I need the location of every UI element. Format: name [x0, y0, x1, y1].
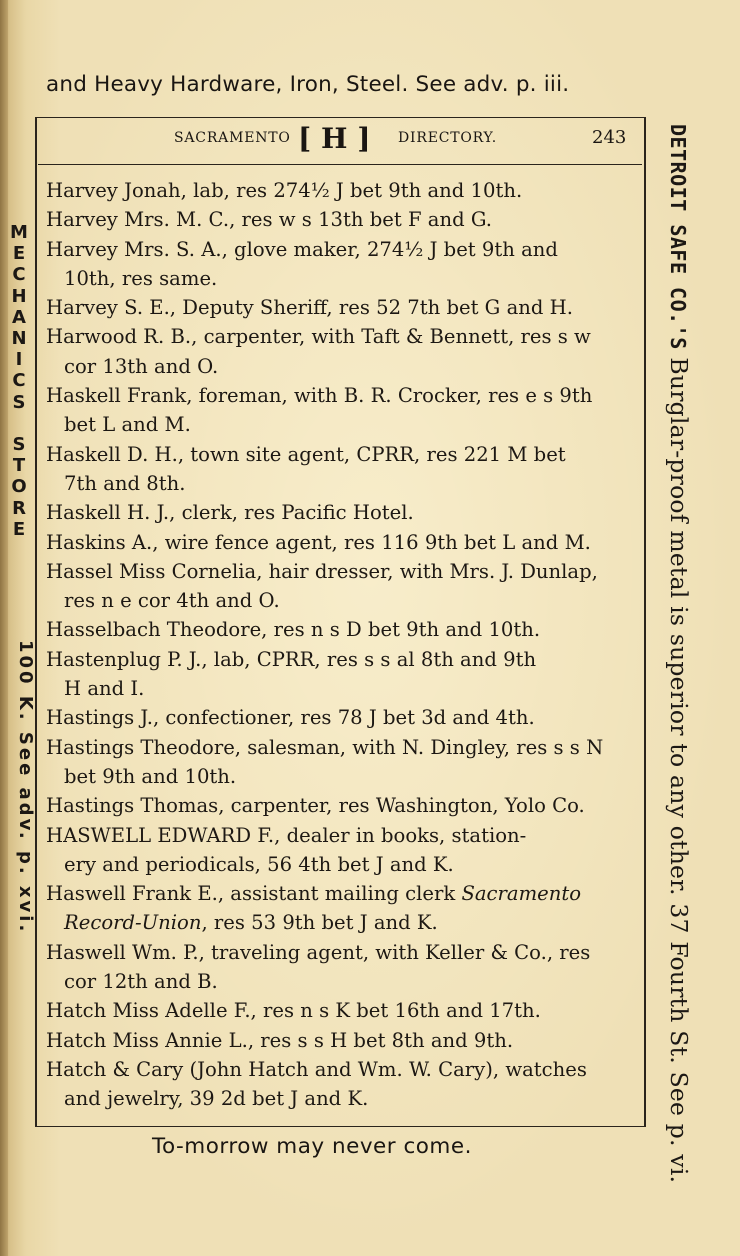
bottom-motto: To-morrow may never come.	[152, 1134, 472, 1159]
directory-entry: Haskell H. J., clerk, res Pacific Hotel.	[46, 501, 414, 525]
directory-entry: Harvey S. E., Deputy Sheriff, res 52 7th bet G and H.	[46, 296, 573, 320]
page-header	[36, 124, 642, 158]
directory-entry: Harwood R. B., carpenter, with Taft & Bennett, res s w cor 13th and O.	[46, 325, 591, 378]
directory-entry: Haskins A., wire fence agent, res 116 9th bet L and M.	[46, 530, 591, 554]
left-margin-advertisement-address: 100 K. See adv. p. xvi.	[15, 640, 36, 935]
book-spine-shadow	[0, 0, 8, 1256]
directory-entry: Haskell Frank, foreman, with B. R. Crocker, res e s 9th bet L and M.	[46, 384, 593, 437]
header-section-letter: [ H ]	[298, 122, 371, 155]
directory-entry: Hastings J., confectioner, res 78 J bet 3d and 4th.	[46, 706, 535, 730]
directory-entry: Haswell Frank E., assistant mailing clerk Sacramento Record-Union, res 53 9th bet J and K.	[46, 882, 582, 935]
directory-entry: Hatch Miss Annie L., res s s H bet 8th and 9th.	[46, 1028, 514, 1052]
directory-entry: Harvey Jonah, lab, res 274½ J bet 9th and 10th.	[46, 179, 523, 202]
directory-entry: Haskell D. H., town site agent, CPRR, res 221 M bet 7th and 8th.	[46, 442, 566, 495]
right-margin-advertisement	[648, 124, 696, 1184]
directory-entry: Hassel Miss Cornelia, hair dresser, with Mrs. J. Dunlap, res n e cor 4th and O.	[46, 559, 598, 613]
directory-entries	[46, 176, 632, 1114]
directory-entry: Haswell Wm. P., traveling agent, with Keller & Co., res cor 12th and B.	[46, 940, 591, 994]
directory-entry: Hastings Theodore, salesman, with N. Dingley, res s s N bet 9th and 10th.	[46, 735, 604, 788]
directory-entry: Hatch & Cary (John Hatch and Wm. W. Cary), watches and jewelry, 39 2d bet J and K.	[46, 1057, 587, 1111]
left-margin-advertisement: M E C H A N I C S S T O R E	[10, 222, 28, 540]
directory-entry: Harvey Mrs. S. A., glove maker, 274½ J bet 9th and 10th, res same.	[46, 237, 558, 290]
right-margin-brand: DETROIT SAFE CO.'S	[666, 124, 690, 350]
header-rule	[38, 164, 642, 165]
header-city: SACRAMENTO	[174, 130, 291, 146]
directory-entry: Hasselbach Theodore, res n s D bet 9th and 10th.	[46, 618, 541, 642]
right-margin-text: Burglar-proof metal is superior to any other. 37 Fourth St. See p. vi.	[665, 357, 693, 1184]
directory-entry: HASWELL EDWARD F., dealer in books, station- ery and periodicals, 56 4th bet J and K.	[46, 823, 527, 876]
page-number: 243	[592, 127, 627, 148]
directory-entry: Hastings Thomas, carpenter, res Washington, Yolo Co.	[46, 794, 585, 818]
top-advertisement-banner: and Heavy Hardware, Iron, Steel. See adv. p. iii.	[46, 72, 570, 97]
header-directory-label: DIRECTORY.	[398, 130, 498, 146]
directory-entry: Hatch Miss Adelle F., res n s K bet 16th and 17th.	[46, 999, 541, 1023]
directory-entry: Hastenplug P. J., lab, CPRR, res s s al 8th and 9th H and I.	[46, 647, 537, 701]
directory-entry: Harvey Mrs. M. C., res w s 13th bet F and G.	[46, 208, 493, 232]
